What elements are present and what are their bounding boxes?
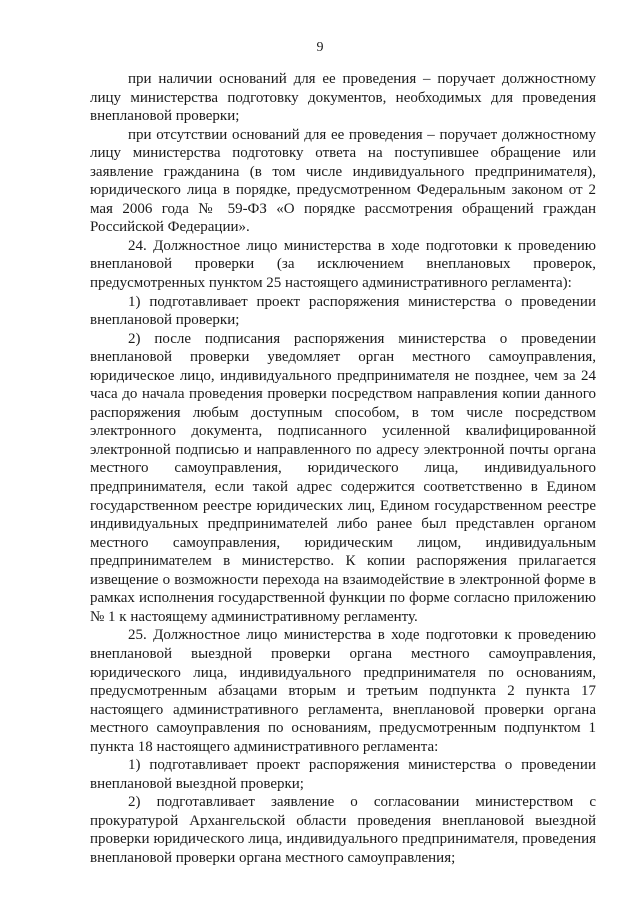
paragraph-item-24-2: 2) после подписания распоряжения министерства о проведении внеплановой проверки уведомляет орган местного самоуправления, юридическое лицо, индивидуального предпринимателя не позднее, чем за 24 часа до начала проведения проверки посредством направления копии данного распоряжения любым доступным способом, в том числе посредством электронного документа, подписанного усиленной квалифицированной электронной подписью и направленного по адресу электронной почты органа местного самоуправления, юридического лица, индивидуального предпринимателя, если такой адрес содержится соответственно в Едином государственном реестре юридических лиц, Едином государственном реестре индивидуальных предпринимателей либо ранее был представлен органом местного самоуправления, юридическим лицом, индивидуальным предпринимателем в министерство. К копии распоряжения прилагается извещение о возможности перехода на взаимодействие в электронной форме в рамках исполнения государственной функции по форме согласно приложению № 1 к настоящему административному регламенту. [90,330,596,625]
page-number: 9 [316,40,324,55]
document-body [90,70,596,868]
paragraph-item-25-2: 2) подготавливает заявление о согласовании министерством с прокуратурой Архангельской области проведения внеплановой выездной проверки юридического лица, индивидуального предпринимателя, проведения внеплановой проверки органа местного самоуправления; [90,794,596,866]
paragraph-item-25-1: 1) подготавливает проект распоряжения министерства о проведении внеплановой выездной проверки; [90,757,596,792]
paragraph-item-24: 24. Должностное лицо министерства в ходе подготовки к проведению внеплановой проверки (за исключением внеплановых проверок, предусмотренных пунктом 25 настоящего административного регламента): [90,237,596,292]
paragraph-grounds-present: при наличии оснований для ее проведения – поручает должностному лицу министерства подготовку документов, необходимых для проведения внеплановой проверки; [90,71,596,125]
paragraph-item-25: 25. Должностное лицо министерства в ходе подготовки к проведению внеплановой выездной проверки органа местного самоуправления, юридического лица, индивидуального предпринимателя по основаниям, предусмотренным абзацами вторым и третьим подпункта 2 пункта 17 настоящего административного регламента, внеплановой проверки органа местного самоуправления по основаниям, предусмотренным подпунктом 1 пункта 18 настоящего административного регламента: [90,627,596,755]
paragraph-grounds-absent: при отсутствии оснований для ее проведения – поручает должностному лицу министерства подготовку ответа на поступившее обращение или заявление гражданина (в том числе индивидуального предпринимателя), юридического лица в порядке, предусмотренном Федеральным законом от 2 мая 2006 года № 59-ФЗ «О порядке рассмотрения обращений граждан Российской Федерации». [90,126,596,236]
paragraph-item-24-1: 1) подготавливает проект распоряжения министерства о проведении внеплановой проверки; [90,293,596,329]
